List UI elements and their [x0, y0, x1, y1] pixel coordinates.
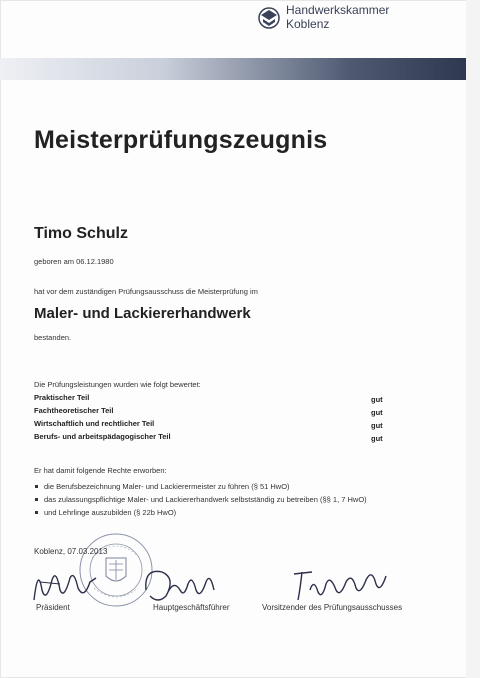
trade-name: Maler- und Lackiererhandwerk	[34, 305, 251, 322]
hwk-logo-icon	[258, 7, 280, 29]
rights-item	[34, 480, 454, 493]
org-name-line2: Koblenz	[286, 17, 330, 31]
chair-label: Vorsitzender des Prüfungsausschusses	[262, 603, 403, 612]
recipient-name: Timo Schulz	[34, 225, 128, 242]
result-grade: gut	[371, 408, 383, 417]
managing-director-signature	[140, 560, 218, 606]
result-part: Fachtheoretischer Teil	[34, 406, 114, 415]
rights-item-text: das zulassungspflichtige Maler- und Lackiererhandwerk selbstständig zu betreiben (§§ 1, 7 HwO)	[44, 495, 367, 504]
result-part: Wirtschaftlich und rechtlicher Teil	[34, 419, 155, 428]
org-name-line1: Handwerkskammer	[286, 3, 390, 17]
rights-item	[34, 506, 454, 519]
rights-item	[34, 493, 454, 506]
results-section	[34, 380, 434, 445]
result-row	[34, 432, 434, 445]
rights-section	[34, 466, 454, 519]
managing-director-label: Hauptgeschäftsführer	[153, 603, 230, 612]
exam-statement: hat vor dem zuständigen Prüfungsausschuss die Meisterprüfung im	[34, 287, 258, 296]
org-name	[286, 3, 389, 31]
page-edge	[466, 0, 480, 678]
org-logo	[258, 3, 389, 31]
bullet-icon	[35, 485, 38, 488]
bullet-icon	[35, 498, 38, 501]
result-part: Praktischer Teil	[34, 393, 90, 402]
president-signature	[30, 560, 100, 606]
result-part: Berufs- und arbeitspädagogischer Teil	[34, 432, 171, 441]
passed-text: bestanden.	[34, 333, 72, 342]
result-row	[34, 406, 434, 419]
certificate-title: Meisterprüfungszeugnis	[34, 126, 328, 154]
result-grade: gut	[371, 434, 383, 443]
chair-signature	[290, 560, 390, 606]
president-label: Präsident	[36, 603, 70, 612]
results-intro: Die Prüfungsleistungen wurden wie folgt bewertet:	[34, 380, 201, 389]
rights-item-text: und Lehrlinge auszubilden (§ 22b HwO)	[44, 508, 177, 517]
bullet-icon	[35, 511, 38, 514]
rights-item-text: die Berufsbezeichnung Maler- und Lackierermeister zu führen (§ 51 HwO)	[44, 482, 290, 491]
result-grade: gut	[371, 395, 383, 404]
result-row	[34, 419, 434, 432]
place-date: Koblenz, 07.03.2013	[34, 547, 108, 556]
result-grade: gut	[371, 421, 383, 430]
birth-date: geboren am 06.12.1980	[34, 257, 114, 266]
rights-intro: Er hat damit folgende Rechte erworben:	[34, 466, 167, 475]
header-band	[0, 58, 466, 80]
result-row	[34, 393, 434, 406]
